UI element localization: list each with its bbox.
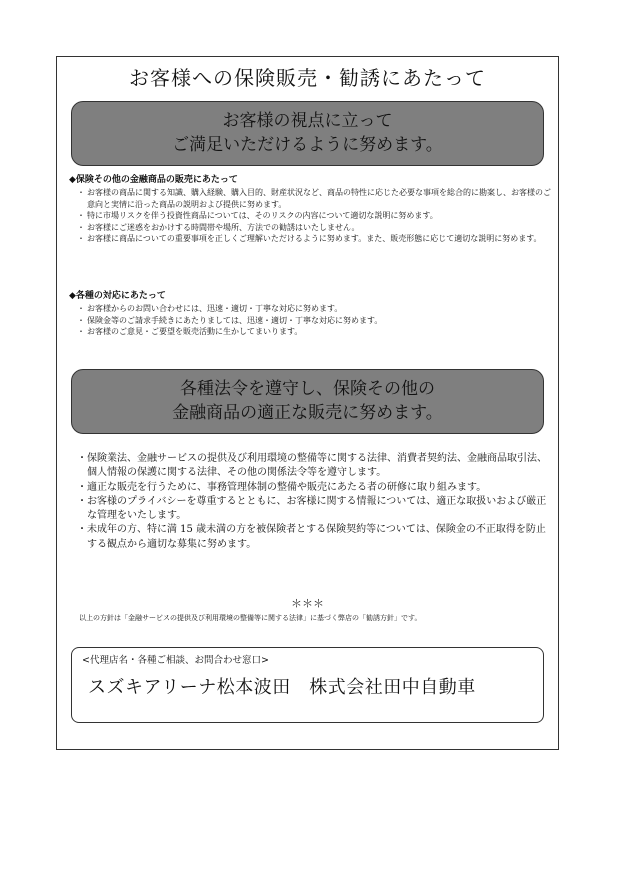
list-item-text: お客様からのお問い合わせには、迅速・適切・丁寧な対応に努めます。 — [87, 304, 343, 313]
bullet-mark: ・ — [77, 234, 85, 243]
list-item — [77, 523, 552, 552]
bullet-mark: ・ — [77, 188, 85, 197]
contact-label: <代理店名・各種ご相談、お問合わせ窓口> — [82, 655, 269, 666]
list-item-text: 特に市場リスクを伴う投資性商品については、そのリスクの内容について適切な説明に努めます。 — [87, 211, 438, 220]
customer-viewpoint-banner — [71, 101, 544, 166]
response-section — [69, 290, 551, 338]
list-item-text: 保険業法、金融サービスの提供及び利用環境の整備等に関する法律、消費者契約法、金融商品取引法、個人情報の保護に関する法律、その他の関係法令等を遵守します。 — [87, 453, 547, 479]
bullet-mark: ・ — [77, 222, 85, 232]
banner-1-line-2: ご満足いただけるように努めます。 — [172, 135, 443, 155]
list-item-text: お客様のご意見・ご要望を販売活動に生かしてまいります。 — [87, 327, 303, 336]
page-title: お客様への保険販売・勧誘にあたって — [129, 66, 486, 90]
policy-document — [56, 56, 559, 750]
list-item — [77, 495, 552, 524]
sales-section — [69, 174, 551, 245]
sales-section-heading: ◆保険その他の金融商品の販売にあたって — [69, 175, 238, 185]
list-item — [69, 187, 551, 210]
agency-name: スズキアリーナ松本波田 株式会社田中自動車 — [88, 677, 476, 698]
list-item — [69, 315, 551, 327]
section-separator: ＊＊＊ — [291, 597, 324, 610]
policy-note: 以上の方針は「金融サービスの提供及び利用環境の整備等に関する法律」に基づく弊店の「勧誘方針」です。 — [79, 614, 422, 622]
list-item-text: お客様の商品に関する知識、購入経験、購入目的、財産状況など、商品の特性に応じた必要な事項を総合的に勘案し、お客様のご意向と実情に沿った商品の説明および提供に努めます。 — [87, 188, 551, 209]
list-item — [69, 222, 551, 234]
list-item — [77, 481, 552, 495]
bullet-mark: ・ — [77, 315, 85, 325]
banner-1-line-1: お客様の視点に立って — [222, 111, 393, 131]
list-item — [69, 233, 551, 245]
list-item-text: お客様に商品についての重要事項を正しくご理解いただけるように努めます。また、販売形態に応じて適切な説明に努めます。 — [87, 234, 542, 243]
bullet-mark: ・ — [77, 495, 87, 507]
response-section-heading: ◆各種の対応にあたって — [69, 291, 166, 301]
compliance-section — [77, 452, 552, 552]
list-item-text: お客様のプライバシーを尊重するとともに、お客様に関する情報については、適正な取扱いおよび厳正な管理をいたします。 — [87, 495, 547, 522]
list-item — [69, 210, 551, 222]
list-item — [69, 303, 551, 315]
banner-2-line-2: 金融商品の適正な販売に努めます。 — [172, 403, 443, 423]
bullet-mark: ・ — [77, 524, 87, 536]
list-item-text: 適正な販売を行うために、事務管理体制の整備や販売にあたる者の研修に取り組みます。 — [87, 481, 487, 493]
list-item-text: 未成年の方、特に満 15 歳未満の方を被保険者とする保険契約等については、保険金の不正取得を防止する観点から適切な募集に努めます。 — [87, 524, 546, 550]
bullet-mark: ・ — [77, 304, 85, 313]
compliance-banner — [71, 369, 544, 434]
list-item-text: お客様にご迷惑をおかけする時間帯や場所、方法での勧誘はいたしません。 — [87, 222, 360, 232]
bullet-mark: ・ — [77, 481, 87, 493]
bullet-mark: ・ — [77, 453, 87, 464]
bullet-mark: ・ — [77, 327, 85, 336]
contact-box — [71, 647, 544, 723]
banner-2-line-1: 各種法令を遵守し、保険その他の — [180, 379, 435, 399]
list-item — [69, 326, 551, 338]
bullet-mark: ・ — [77, 211, 85, 220]
list-item — [77, 452, 552, 481]
list-item-text: 保険金等のご請求手続きにあたりましては、迅速・適切・丁寧な対応に努めます。 — [87, 315, 383, 325]
